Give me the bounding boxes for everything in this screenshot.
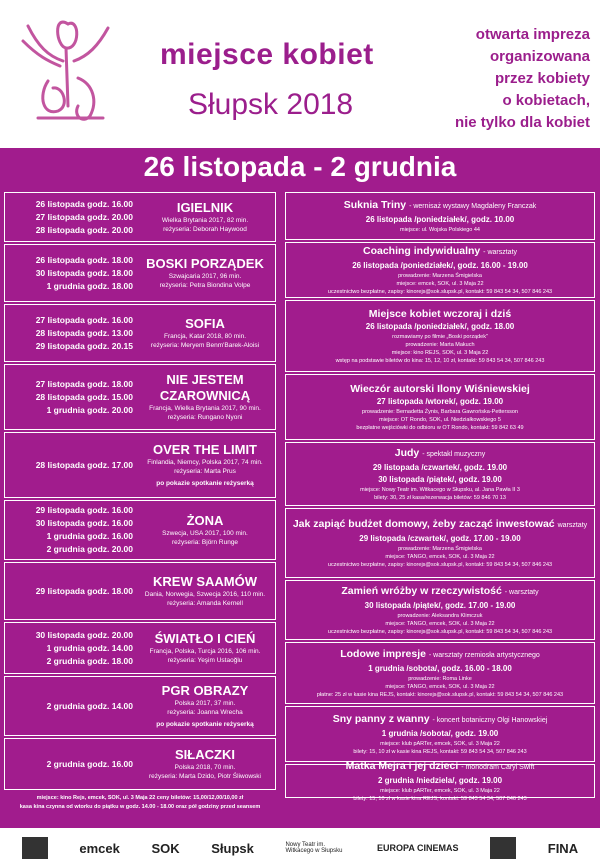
- event-date: 29 listopada /czwartek/, godz. 17.00 - 19.00: [359, 534, 521, 543]
- event-subtitle: - warsztaty: [483, 249, 518, 256]
- event-detail: uczestnictwo bezpłatne, zapisy: kinorejs@sok.slupsk.pl, kontakt: 59 843 54 34, 507 846 243: [327, 629, 553, 635]
- footer-line: kasa kina czynna od wtorku do piątku w godz. 14.00 - 18.00 oraz pół godziny przed seansem: [19, 804, 261, 810]
- film-info: [135, 563, 275, 619]
- event-detail: bilety: 15, 10 zł w kasie kina REJS, kontakt: 59 843 54 34, 507 846 243: [353, 749, 527, 755]
- sponsor-logo: [490, 837, 516, 859]
- film-extra: po pokazie spotkanie reżyserką: [156, 721, 254, 728]
- screening-time: 2 grudnia godz. 18.00: [46, 655, 133, 666]
- film-details: Dania, Norwegia, Szwecja 2016, 110 min.: [144, 591, 266, 598]
- event-entry: [285, 442, 595, 506]
- film-schedule: [9, 739, 133, 789]
- film-schedule: [9, 623, 133, 673]
- event-title: Wieczór autorski Ilony Wiśniewskiej: [350, 383, 530, 395]
- film-details: Francja, Katar 2018, 80 min.: [163, 333, 246, 340]
- event-date: 1 grudnia /sobota/, godz. 16.00 - 18.00: [368, 664, 512, 673]
- event-detail: miejsce: klub pARTer, emcek, SOK, ul. 3 Maja 22: [380, 788, 500, 794]
- event-detail: prowadzenie: Marzena Śmigielska: [398, 546, 482, 552]
- event-detail: miejsce: TANGO, emcek, SOK, ul. 3 Maja 22: [385, 554, 495, 560]
- event-title: Lodowe impresje: [340, 648, 426, 660]
- event-title-line: [286, 712, 594, 728]
- film-entry: [4, 676, 276, 736]
- event-detail: wstęp na podstawie biletów do kina: 15, 12, 10 zł, kontakt: 59 843 54 34, 507 846 243: [335, 358, 545, 364]
- tagline-line: o kobietach,: [502, 92, 590, 109]
- screening-time: 30 listopada godz. 16.00: [35, 518, 133, 528]
- film-schedule: [9, 193, 133, 241]
- event-title-line: [286, 584, 594, 600]
- sponsor-logo: [151, 841, 179, 856]
- film-schedule: [9, 563, 133, 619]
- sponsor-name: Nowy Teatr im. Witkacego w Słupsku: [285, 842, 343, 854]
- film-info: [135, 501, 275, 559]
- event-detail: miejsce: klub pARTer, emcek, SOK, ul. 3 Maja 22: [380, 741, 500, 747]
- film-director: reżyseria: Marta Dzido, Piotr Śliwowski: [149, 773, 261, 780]
- film-schedule: [9, 305, 133, 361]
- screening-time: 26 listopada godz. 16.00: [35, 198, 133, 209]
- film-schedule: [9, 433, 133, 497]
- event-detail: miejsce: ul. Wojska Polskiego 44: [400, 227, 480, 233]
- screening-time: 2 grudnia godz. 16.00: [46, 758, 133, 769]
- event-entry: [285, 580, 595, 640]
- event-detail: bezpłatne wejściówki do odbioru w OT Rondo, kontakt: 59 842 63 49: [356, 425, 524, 431]
- event-date: 2 grudnia /niedziela/, godz. 19.00: [377, 776, 503, 785]
- film-info: [135, 365, 275, 429]
- event-detail: bilety: 15, 10 zł w kasie kina REJS, kontakt: 59 843 54 34, 507 846 243: [353, 796, 527, 802]
- film-title: SOFIA: [185, 316, 225, 331]
- event-detail: prowadzenie: Marta Makuch: [405, 342, 475, 348]
- event-detail: miejsce: TANGO, emcek, SOK, ul. 3 Maja 22: [385, 684, 495, 690]
- event-title-line: [286, 244, 594, 260]
- event-title: Matka Mejra i jej dzieci: [345, 760, 459, 772]
- event-detail: uczestnictwo bezpłatne, zapisy: kinorejs@sok.slupsk.pl, kontakt: 59 843 54 34, 507 846 243: [327, 562, 553, 568]
- event-entry: [285, 374, 595, 440]
- event-detail: miejsce: kino REJS, SOK, ul. 3 Maja 22: [391, 350, 489, 356]
- film-title: OVER THE LIMIT: [153, 442, 257, 457]
- event-detail: miejsce: OT Rondo, SOK, ul. Niedziałkowskiego 5: [379, 417, 501, 423]
- film-info: [135, 245, 275, 301]
- film-details: Szwecja, USA 2017, 100 min.: [162, 530, 248, 537]
- sponsor-logo: [211, 841, 254, 856]
- event-title: Jak zapiąć budżet domowy, żeby zacząć inwestować: [292, 518, 555, 530]
- square-logo-icon: [490, 837, 516, 859]
- event-title-line: [286, 198, 594, 214]
- event-title: Sny panny z wanny: [332, 713, 430, 725]
- film-info: [135, 305, 275, 361]
- event-date: 26 listopada /poniedziałek/, godz. 16.00 - 19.00: [352, 261, 528, 270]
- film-details: Finlandia, Niemcy, Polska 2017, 74 min.: [147, 459, 263, 466]
- event-title: Zamień wróżby w rzeczywistość: [341, 585, 502, 597]
- event-entry: [285, 192, 595, 240]
- film-title: BOSKI PORZĄDEK: [146, 256, 264, 271]
- event-subtitle: - warsztaty: [504, 589, 539, 596]
- film-details: Polska 2018, 70 min.: [174, 764, 236, 771]
- event-detail: płatne: 25 zł w kasie kina REJS, kontakt: kinorejs@sok.slupsk.pl, kontakt: 59 843 54 34, 507 846 243: [316, 692, 564, 698]
- event-detail: prowadzenie: Marzena Śmigielska: [398, 273, 482, 279]
- header: [0, 0, 600, 148]
- footer-line: miejsce: kino Rejs, emcek, SOK, ul. 3 Maja 22 ceny biletów: 15,00/12,00/10,00 zł: [36, 795, 244, 801]
- event-title: Coaching indywidualny: [362, 245, 481, 257]
- event-detail: bilety: 30, 25 zł kasa/rezerwacja biletów: 59 846 70 13: [374, 495, 506, 501]
- event-date: 26 listopada /poniedziałek/, godz. 10.00: [365, 215, 515, 224]
- sponsor-name: FINA: [547, 840, 579, 856]
- screening-time: 29 listopada godz. 16.00: [35, 505, 133, 515]
- film-entry: [4, 192, 276, 242]
- film-info: [135, 623, 275, 673]
- film-title: IGIELNIK: [176, 200, 234, 215]
- event-title-line: [286, 382, 594, 396]
- event-title: Judy: [394, 447, 420, 459]
- film-info: [135, 739, 275, 789]
- screening-time: 1 grudnia godz. 18.00: [46, 280, 133, 291]
- film-entry: [4, 244, 276, 302]
- film-entry: [4, 562, 276, 620]
- screening-time: 27 listopada godz. 16.00: [35, 314, 133, 325]
- event-detail: prowadzenie: Aleksandra Klimczuk: [397, 613, 483, 619]
- event-entry: [285, 760, 595, 802]
- sponsor-logo: [377, 843, 459, 853]
- film-title: KREW SAAMÓW: [153, 574, 257, 589]
- film-entry: [4, 364, 276, 430]
- screening-time: 1 grudnia godz. 20.00: [46, 404, 133, 415]
- sponsor-logo: [22, 837, 48, 859]
- sponsor-logo: [285, 842, 345, 854]
- event-title-line: [286, 307, 594, 321]
- screening-time: 28 listopada godz. 15.00: [35, 391, 133, 402]
- dates-title: 26 listopada - 2 grudnia: [143, 151, 457, 182]
- event-subtitle: warsztaty: [557, 522, 588, 529]
- film-title: NIE JESTEM CZAROWNICĄ: [159, 372, 251, 403]
- film-info: [135, 677, 275, 735]
- screening-time: 27 listopada godz. 20.00: [35, 211, 133, 222]
- tagline-line: otwarta impreza: [475, 26, 590, 43]
- event-detail: rozmawiamy po filmie „Boski porządek”: [392, 334, 488, 340]
- film-schedule: [9, 245, 133, 301]
- screening-time: 1 grudnia godz. 14.00: [46, 642, 133, 653]
- screening-time: 30 listopada godz. 18.00: [35, 267, 133, 278]
- screening-time: 28 listopada godz. 17.00: [35, 459, 133, 470]
- event-date: 30 listopada /piątek/, godz. 19.00: [378, 475, 502, 484]
- film-footer-info: [4, 794, 276, 812]
- film-director: reżyseria: Meryem Benm'Barek-Aloisi: [150, 342, 260, 349]
- screening-time: 2 grudnia godz. 20.00: [46, 544, 133, 554]
- event-detail: prowadzenie: Roma Linke: [408, 676, 472, 682]
- film-title: PGR OBRAZY: [161, 683, 249, 698]
- film-title: ŚWIATŁO I CIEŃ: [154, 631, 256, 646]
- event-entry: [285, 242, 595, 298]
- tagline-line: organizowana: [489, 48, 590, 65]
- event-entry: [285, 300, 595, 372]
- event-subtitle: - koncert botaniczny Olgi Hanowskiej: [432, 717, 548, 724]
- event-title-line: [286, 446, 594, 462]
- film-details: Francja, Polska, Turcja 2016, 106 min.: [149, 648, 261, 655]
- event-subtitle: - spektakl muzyczny: [422, 451, 486, 458]
- film-details: Polska 2017, 37 min.: [174, 700, 236, 707]
- event-entry: [285, 642, 595, 704]
- tagline-line: przez kobiety: [494, 70, 590, 87]
- screening-time: 28 listopada godz. 20.00: [35, 224, 133, 235]
- event-entry: [285, 508, 595, 578]
- event-date: 29 listopada /czwartek/, godz. 19.00: [372, 463, 508, 472]
- title-line1: miejsce kobiet: [160, 38, 374, 71]
- film-entry: [4, 432, 276, 498]
- screening-time: 26 listopada godz. 18.00: [35, 254, 133, 265]
- sponsor-name: SOK: [151, 840, 180, 856]
- event-subtitle: - monodram Caryl Swift: [461, 764, 535, 771]
- screening-time: 28 listopada godz. 13.00: [35, 327, 133, 338]
- film-schedule: [9, 677, 133, 735]
- film-details: Francja, Wielka Brytania 2017, 90 min.: [149, 405, 261, 412]
- sponsor-name: Słupsk: [211, 840, 254, 856]
- event-date: 27 listopada /wtorek/, godz. 19.00: [376, 397, 504, 406]
- screening-time: 29 listopada godz. 20.15: [35, 340, 133, 351]
- sponsor-logo: [79, 841, 119, 856]
- tagline-line: nie tylko dla kobiet: [454, 114, 590, 131]
- film-director: reżyseria: Amanda Kernell: [167, 600, 243, 607]
- film-director: reżyseria: Marta Prus: [174, 468, 236, 475]
- film-entry: [4, 304, 276, 362]
- film-director: reżyseria: Rungano Nyoni: [167, 414, 243, 421]
- title-line2: Słupsk 2018: [188, 88, 354, 121]
- event-title: Miejsce kobiet wczoraj i dziś: [368, 308, 512, 320]
- film-extra: po pokazie spotkanie reżyserką: [156, 480, 254, 487]
- film-title: SIŁACZKI: [175, 747, 235, 762]
- sponsor-bar: [0, 828, 600, 868]
- film-schedule: [9, 501, 133, 559]
- film-director: reżyseria: Deborah Haywood: [163, 226, 247, 233]
- film-director: reżyseria: Petra Biondina Volpe: [159, 282, 251, 289]
- film-icon: [22, 837, 48, 859]
- screening-time: 29 listopada godz. 18.00: [35, 585, 133, 596]
- screening-time: 27 listopada godz. 18.00: [35, 378, 133, 389]
- film-entry: [4, 500, 276, 560]
- film-entry: [4, 738, 276, 790]
- film-schedule: [9, 365, 133, 429]
- film-director: reżyseria: Björn Runge: [171, 539, 239, 546]
- film-info: [135, 193, 275, 241]
- logo-icon: [8, 6, 126, 128]
- event-entry: [285, 706, 595, 762]
- event-subtitle: - wernisaż wystawy Magdaleny Franczak: [409, 203, 537, 210]
- film-title: ŻONA: [186, 513, 224, 528]
- screening-time: 2 grudnia godz. 14.00: [46, 700, 133, 711]
- event-detail: uczestnictwo bezpłatne, zapisy: kinorejs@sok.slupsk.pl, kontakt: 59 843 54 34, 507 846 243: [327, 289, 553, 295]
- screening-time: 1 grudnia godz. 16.00: [46, 531, 133, 541]
- event-detail: miejsce: emcek, SOK, ul. 3 Maja 22: [396, 281, 484, 287]
- event-title-line: [286, 647, 594, 663]
- event-date: 26 listopada /poniedziałek/, godz. 18.00: [365, 322, 515, 331]
- screening-time: 30 listopada godz. 20.00: [35, 629, 133, 640]
- event-date: 1 grudnia /sobota/, godz. 19.00: [381, 729, 499, 738]
- sponsor-name: emcek: [79, 840, 120, 856]
- event-date: 30 listopada /piątek/, godz. 17.00 - 19.00: [364, 601, 516, 610]
- film-info: [135, 433, 275, 497]
- event-title-line: [286, 759, 594, 775]
- event-subtitle: - warsztaty rzemiosła artystycznego: [428, 652, 540, 659]
- sponsor-name: EUROPA CINEMAS: [377, 843, 459, 853]
- film-details: Wielka Brytania 2017, 82 min.: [161, 217, 249, 224]
- event-title: Suknia Triny: [343, 199, 407, 211]
- event-detail: prowadzenie: Bernadetta Żynis, Barbara Gawrońska-Pettersson: [362, 409, 518, 415]
- film-details: Szwajcaria 2017, 96 min.: [168, 273, 242, 280]
- film-director: reżyseria: Yeşim Ustaoğlu: [167, 657, 243, 664]
- film-entry: [4, 622, 276, 674]
- event-title-line: [286, 517, 594, 533]
- sponsor-logo: [548, 841, 578, 856]
- event-detail: miejsce: Nowy Teatr im. Witkacego w Słupsku, al. Jana Pawła II 3: [360, 487, 520, 493]
- film-director: reżyseria: Joanna Wrecha: [167, 709, 243, 716]
- tagline: [455, 24, 590, 134]
- event-detail: miejsce: TANGO, emcek, SOK, ul. 3 Maja 22: [385, 621, 495, 627]
